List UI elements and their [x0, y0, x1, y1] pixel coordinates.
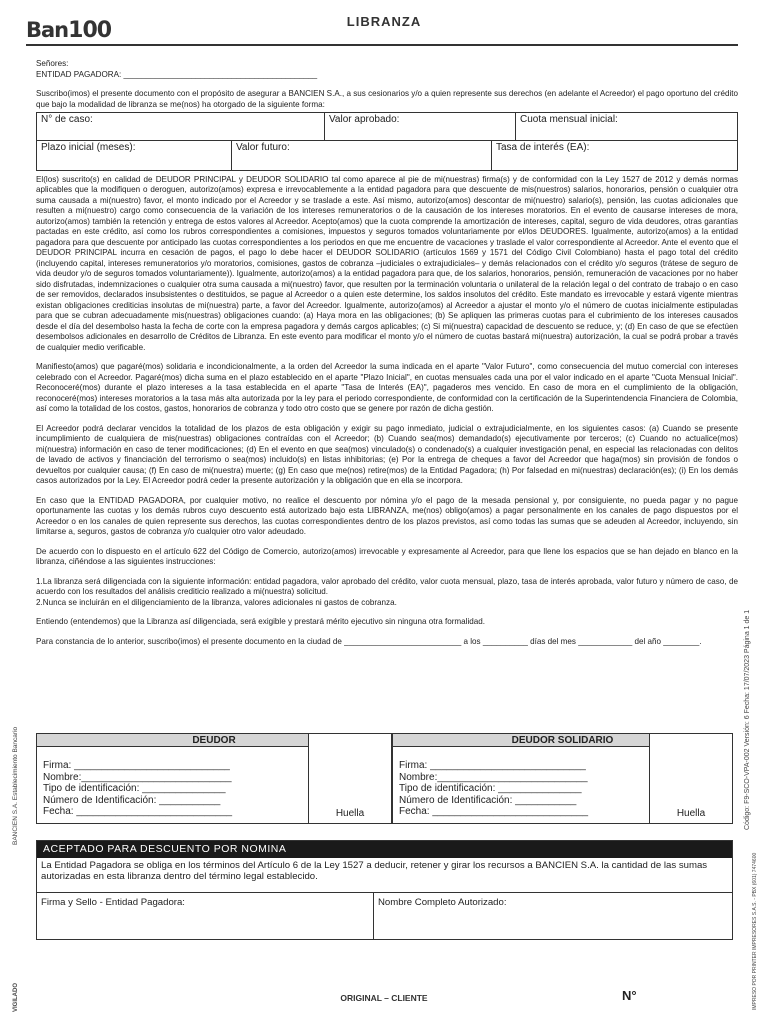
debtor-name-field[interactable]: Nombre:___________________________ [43, 771, 232, 783]
serial-number-label: N° [622, 988, 637, 1003]
printer-credit: IMPRESO POR PRINTER IMPRESORES S.A.S. - PBX (601) 7474600 [752, 852, 758, 1010]
address-line: Señores: [36, 59, 69, 68]
bank-legal-name: BANCIEN S.A. Establecimiento Bancario [12, 726, 19, 845]
document-body [36, 59, 738, 647]
solidary-id-type-field[interactable]: Tipo de identificación: _______________ [399, 783, 582, 794]
payroll-acceptance-box [36, 840, 733, 940]
debtor-fingerprint-box[interactable] [308, 734, 391, 823]
debtor-date-field[interactable]: Fecha: ____________________________ [43, 806, 233, 817]
solidary-id-number-field[interactable]: Número de Identificación: ___________ [399, 794, 577, 806]
instruction-1: 1.La libranza será diligenciada con la siguiente información: entidad pagadora, valor aprobado del crédito, valor cuota mensual, plazo, tasa de interés aprobada, valor futuro y número de caso, de acuerdo con los resultados del análisis crediticio realizado a mi(nuestra) solicitud. [36, 576, 738, 596]
solidary-date-field[interactable]: Fecha: ____________________________ [399, 806, 589, 817]
bank-logo: Ban100 [26, 18, 112, 43]
acceptance-text: La Entidad Pagadora se obliga en los términos del Artículo 6 de la Ley 1527 a deducir, retener y girar los recursos a BANCIEN S.A. la cantidad de las sumas autorizadas en esta libranza dentro del término legal establecido. [37, 858, 732, 893]
credit-info-table-2 [36, 141, 738, 171]
debtor-id-type-field[interactable]: Tipo de identificación: _______________ [43, 783, 226, 794]
authorization-paragraph: El(los) suscrito(s) en calidad de DEUDOR PRINCIPAL y DEUDOR SOLIDARIO tal como aparece al pie de mi(nuestras) firma(s) y de conformidad con la Ley 1527 de 2012 y demás normas aplicables que la modifiquen o deroguen, autorizo(amos) expresa e irrevocablemente a la entidad pagadora para que descuente de mis(nuestros) salarios, honorarios, pensión o cualquier otra suma causada a mi(nuestro) favor, el monto indicado por el Acreedor y se traslade a este. Así mismo, autorizo(amos) descontar de mi(nuestro) salario(s), pensión, las cuotas adicionales que resulten a mi(nuestro) cargo como consecuencia de la variación de los intereses remuneratorios o de la causación de los intereses moratorios. En el evento de causarse intereses de mora, autorizo(amos) también la retención y entrega de estos valores al Acreedor. Acepto(amos) que la cuota comprende la amortización de intereses, capital, seguro de vida deudores, otras garantías pactadas en este crédito, así como los rubros correspondientes a comisiones, impuestos y seguros tomados voluntariamente por el/los DEUDORES. Igualmente, autorizo(amos) a la entidad pagadora para que descuente por anticipado las cuotas correspondientes a los periodos en que me encuentre de vacaciones y traslade el valor correspondiente al Acreedor. Ante el evento que el DEUDOR PRINCIPAL incurra en cesación de pagos, el pago lo debe hacer el DEUDOR SOLIDARIO (artículos 1569 y 1571 del Código Civil Colombiano) hasta el pago total del crédito (incluyendo capital, intereses remuneratorios y/o moratorios, comisiones, gastos de cobranza –judiciales o extrajudiciales– y demás relacionados con el crédito y/o seguros (trátese de seguro de vida deudor y/o de seguros tomados voluntariamente)). Igualmente, autorizo(amos) a la entidad pagadora para que, de los salarios, honorarios, pensión, remuneración de vacaciones por no haber sido disfrutadas, indemnizaciones o cualquier otra suma causada a mi(nuestro) favor, que resulten por la terminación voluntaria o unilateral de la relación legal o del contrato de trabajo o en caso de ser removidos, declarados insubsistentes o destituidos, se pague al Acreedor o a quien este determine, los saldos insolutos del crédito. Este mandato es irrevocable y estará vigente mientras existan obligaciones crediticias insolutas de mi(nuestra) parte, a favor del Acreedor. Igualmente, autorizo(amos) al Acreedor a ajustar el monto y/o el número de cuotas inicialmente estipuladas para que se cubran adecuadamente mis(nuestras) obligaciones cuando: (a) Haya mora en las obligaciones; (b) Se apliquen las primeras cuotas para el cubrimiento de los intereses causados desde el día del desembolso hasta la fecha de corte con la empresa pagadora y demás cargos aplicables; (c) Si mi(nuestra) capacidad de descuento se reduce, y; (d) En caso de que se efectúen desembolsos adicionales en desarrollo de Créditos de Libranza. En este evento para modificar el monto y/o el número de cuotas bastará mi(nuestra) autorización, la cual se podrá probar a través de cualquier medio verificable. [36, 174, 738, 352]
enforceability-paragraph: Entiendo (entendemos) que la Libranza así diligenciada, será exigible y prestará mérito ejecutivo sin ninguna otra formalidad. [36, 617, 486, 626]
acceleration-paragraph: El Acreedor podrá declarar vencidos la totalidad de los plazos de esta obligación y exigir su pago inmediato, judicial o extrajudicialmente, en los siguientes casos: (a) Cuando se presente incumplimiento de cualquiera de mis(nuestras) obligaciones contraídas con el Acreedor; (b) Cuando sea(mos) demandado(s) ejecutivamente por terceros; (c) Cuando no actualice(mos) mi(nuestra) información en caso de tener modificaciones; (d) En el evento en que sea(mos) vinculado(s) o condenado(s) a cualquier investigación penal, en especial las relacionadas con delitos de lavado de activos y financiación del terrorismo o sea(mos) incluido(s) en listas inhibitorias; (e) Por la entrega de cheques a favor del Acreedor que haga(mos) sin provisión de fondos o devueltos por cualquier causa; (f) En caso de mi(nuestra) muerte; (g) En caso que me(nos) retire(mos) de la Entidad Pagadora; (h) Por falsedad en mi(nuestras) declaración(es); (i) En los demás casos autorizados por la Ley. El Acreedor podrá ceder la presente autorización y la obligación que en ella se incorpora. [36, 423, 738, 485]
vigilado-seal: VIGILADO [13, 982, 19, 1012]
approved-value-field[interactable]: Valor aprobado: [325, 113, 516, 141]
solidary-fingerprint-box[interactable] [649, 734, 732, 823]
debtor-title: DEUDOR [37, 734, 391, 747]
fingerprint-label: Huella [335, 808, 365, 819]
intro-paragraph: Suscribo(imos) el presente documento con el propósito de asegurar a BANCIEN S.A., a sus cesionarios y/o a quien represente sus derechos (en adelante el Acreedor) el pago oportuno del crédito que bajo la modalidad de libranza se me(nos) ha otorgado de la siguiente forma: [36, 89, 738, 109]
solidary-title: DEUDOR SOLIDARIO [393, 734, 732, 747]
fingerprint-label: Huella [676, 808, 706, 819]
city-date-line: Para constancia de lo anterior, suscribo(imos) el presente documento en la ciudad de __________________________ a los __________ días del mes ____________ del año ________. [36, 636, 702, 646]
payer-default-paragraph: En caso que la ENTIDAD PAGADORA, por cualquier motivo, no realice el descuento por nómina y/o el pago de la mesada pensional y, por consiguiente, no pueda pagar y no pague oportunamente las cuotas y los demás rubros cuyo descuento está autorizado bajo esta LIBRANZA, me(nos) obligo(amos) a pagar personalmente en los canales de pago dispuestos por el Acreedor o en los canales de quien represente sus derechos, las cuotas correspondientes dentro de los plazos previstos, así como todas las sumas que se adeuden al Acreedor, incluyendo, sin limitarse a, seguros, gastos de cobranza y/o cualquier otro valor adeudado. [36, 495, 738, 536]
header-divider [26, 44, 738, 46]
instruction-2: 2.Nunca se incluirán en el diligenciamiento de la libranza, valores adicionales ni gastos de cobranza. [36, 597, 397, 607]
payer-line: ENTIDAD PAGADORA: ___________________________________________ [36, 69, 318, 79]
debtor-signature-box [36, 733, 392, 824]
debtor-id-number-field[interactable]: Número de Identificación: ___________ [43, 794, 221, 806]
credit-info-table [36, 112, 738, 141]
acceptance-title: ACEPTADO PARA DESCUENTO POR NOMINA [37, 841, 732, 858]
rate-field[interactable]: Tasa de interés (EA): [492, 141, 738, 170]
debtor-signature-field[interactable]: Firma: ____________________________ [43, 760, 230, 771]
solidary-name-field[interactable]: Nombre:___________________________ [399, 771, 588, 783]
blank-spaces-paragraph: De acuerdo con lo dispuesto en el artículo 622 del Código de Comercio, autorizo(amos) irrevocable y expresamente al Acreedor, para que llene los espacios que se han dejado en blanco en la libranza, ciñéndose a las siguientes instrucciones: [36, 546, 738, 566]
future-value-field[interactable]: Valor futuro: [232, 141, 492, 170]
document-code: Código: F9-SCO-VPA-002 Versión: 6 Fecha: 17/07/2023 Página 1 de 1 [744, 609, 751, 830]
authorized-name-field[interactable]: Nombre Completo Autorizado: [378, 897, 507, 908]
solidary-signature-box [392, 733, 733, 824]
case-number-field[interactable]: N° de caso: [37, 113, 325, 141]
copy-label: ORIGINAL – CLIENTE [340, 993, 428, 1003]
document-title: LIBRANZA [346, 14, 422, 29]
payer-signature-field[interactable]: Firma y Sello - Entidad Pagadora: [37, 893, 374, 939]
term-field[interactable]: Plazo inicial (meses): [37, 141, 232, 170]
solidary-signature-field[interactable]: Firma: ____________________________ [399, 760, 586, 771]
promissory-paragraph: Manifiesto(amos) que pagaré(mos) solidaria e incondicionalmente, a la orden del Acreedor la suma indicada en el aparte "Valor Futuro", como consecuencia del mutuo comercial con intereses celebrado con el Acreedor. Pagaré(mos) dicha suma en el plazo establecido en el aparte "Plazo Inicial", en cuotas mensuales cada una por el valor indicado en el aparte "Cuota Mensual Inicial". Reconoceré(mos) durante el plazo intereses a la tasa establecida en el aparte "Tasa de Interés (EA)", pagaderos mes vencido. En caso de mora en el cumplimiento de la obligación, reconoceré(mos) intereses moratorios a la tasa más alta autorizada por la ley para el periodo correspondiente, de conformidad con la certificación de la Superintendencia Financiera de Colombia, así como la totalidad de los costos, gastos, honorarios de cobranza y todo otro costo que se genere por razón de dicha gestión. [36, 362, 738, 413]
installment-field[interactable]: Cuota mensual inicial: [516, 113, 738, 141]
